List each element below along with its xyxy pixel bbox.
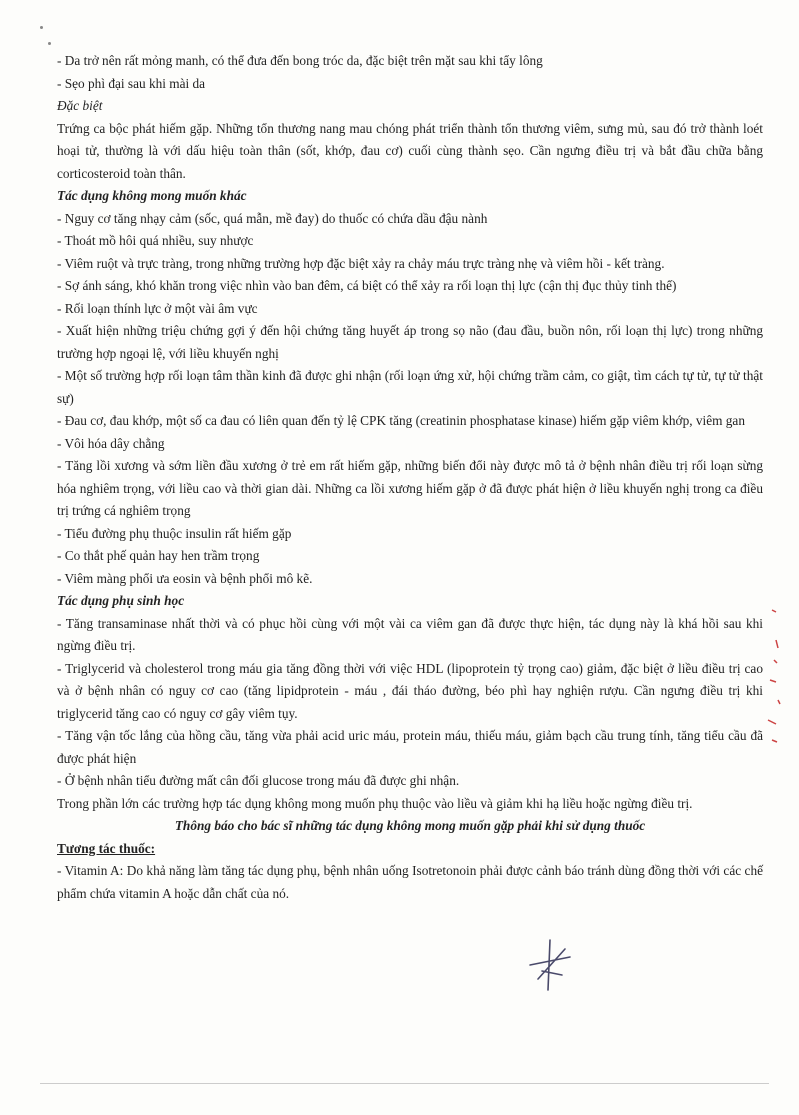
text-line: - Sẹo phì đại sau khi mài da xyxy=(57,75,206,91)
list-item: - Tăng lồi xương và sớm liền đầu xương ở trẻ em rất hiếm gặp, những biến đổi này được mô tả ở bệnh nhân điều trị rối loạn sừng hóa nghiêm trọng, với liều cao và thời gian dài. Những ca lồi xương hiếm gặp ở đã được phát hiện ở liều khuyến nghị trong ca điều trị trứng cá nghiêm trọng xyxy=(57,458,763,518)
scan-speck xyxy=(40,26,43,29)
list-item: - Tăng transaminase nhất thời và có phục hồi cùng với một vài ca viêm gan đã được thực hiện, tác dụng này là khá hồi sau khi ngừng điều trị. xyxy=(57,615,763,653)
section-heading-drug-interactions: Tương tác thuốc: xyxy=(57,840,156,856)
signature-mark xyxy=(520,935,580,995)
list-item: - Sợ ánh sáng, khó khăn trong việc nhìn vào ban đêm, cá biệt có thể xảy ra rối loạn thị lực (cận thị đục thủy tinh thể) xyxy=(57,278,677,293)
list-item: - Một số trường hợp rối loạn tâm thần kinh đã được ghi nhận (rối loạn ứng xử, hội chứng trầm cảm, co giật, tìm cách tự tử, tự tử thật sự) xyxy=(57,368,763,406)
paragraph: Trong phần lớn các trường hợp tác dụng không mong muốn phụ thuộc vào liều và giảm khi hạ liều hoặc ngừng điều trị. xyxy=(57,795,693,811)
scan-speck xyxy=(48,42,51,45)
list-item: - Thoát mồ hôi quá nhiều, suy nhược xyxy=(57,233,254,248)
list-item: - Viêm màng phổi ưa eosin và bệnh phổi mô kẽ. xyxy=(57,570,313,586)
doctor-notice: Thông báo cho bác sĩ những tác dụng không mong muốn gặp phải khi sử dụng thuốc xyxy=(174,818,646,833)
document-body xyxy=(57,50,763,905)
list-item: - Vôi hóa dây chằng xyxy=(57,435,165,451)
list-item: - Tăng vận tốc lắng của hồng cầu, tăng vừa phải acid uric máu, protein máu, thiếu máu, giảm bạch cầu trung tính, tăng tiểu cầu đã được phát hiện xyxy=(57,728,763,766)
list-item: - Đau cơ, đau khớp, một số ca đau có liên quan đến tỷ lệ CPK tăng (creatinin phosphatase kinase) hiếm gặp viêm khớp, viêm gan xyxy=(57,413,745,428)
text-line: - Da trở nên rất mỏng manh, có thể đưa đến bong tróc da, đặc biệt trên mặt sau khi tẩy lông xyxy=(57,53,543,68)
list-item: - Viêm ruột và trực tràng, trong những trường hợp đặc biệt xảy ra chảy máu trực tràng nhẹ và viêm hồi - kết tràng. xyxy=(57,255,665,271)
list-item: - Rối loạn thính lực ở một vài âm vực xyxy=(57,300,258,316)
list-item: - Triglycerid và cholesterol trong máu gia tăng đồng thời với việc HDL (lipoprotein tỷ trọng cao) giảm, đặc biệt ở liều điều trị cao và ở bệnh nhân có nguy cơ cao (tăng lipidprotein - máu , đái tháo đường, béo phì hay nghiện rượu. Cần ngưng điều trị khi triglycerid tăng cao có nguy cơ gây viêm tụy. xyxy=(57,660,763,721)
list-item: - Ở bệnh nhân tiểu đường mất cân đối glucose trong máu đã được ghi nhận. xyxy=(57,773,460,788)
section-heading-biological-effects: Tác dụng phụ sinh học xyxy=(57,593,185,608)
paragraph: Trứng ca bộc phát hiếm gặp. Những tổn thương nang mau chóng phát triển thành tổn thương viêm, sưng mủ, sau đó trở thành loét hoại tử, thường là với dấu hiệu toàn thân (sốt, khớp, đau cơ) cuối cùng thành sẹo. Cần ngưng điều trị và bắt đầu chữa bằng corticosteroid toàn thân. xyxy=(57,120,763,181)
section-heading-other-effects: Tác dụng không mong muốn khác xyxy=(57,188,247,203)
list-item: - Tiểu đường phụ thuộc insulin rất hiếm gặp xyxy=(57,525,292,541)
list-item: - Nguy cơ tăng nhạy cảm (sốc, quá mẫn, mề đay) do thuốc có chứa dầu đậu nành xyxy=(57,210,488,226)
margin-stamp-marks xyxy=(760,600,790,750)
list-item: - Co thắt phế quản hay hen trầm trọng xyxy=(57,548,260,563)
list-item: - Vitamin A: Do khả năng làm tăng tác dụng phụ, bệnh nhân uống Isotretonoin phải được cảnh báo tránh dùng đồng thời với các chế phẩm chứa vitamin A hoặc dẫn chất của nó. xyxy=(57,863,763,901)
section-heading-dac-biet: Đặc biệt xyxy=(57,98,103,113)
list-item: - Xuất hiện những triệu chứng gợi ý đến hội chứng tăng huyết áp trong sọ não (đau đầu, buồn nôn, rối loạn thị lực) trong những trường hợp ngoại lệ, với liều khuyến nghị xyxy=(57,323,763,361)
page-bottom-edge xyxy=(40,1083,769,1084)
